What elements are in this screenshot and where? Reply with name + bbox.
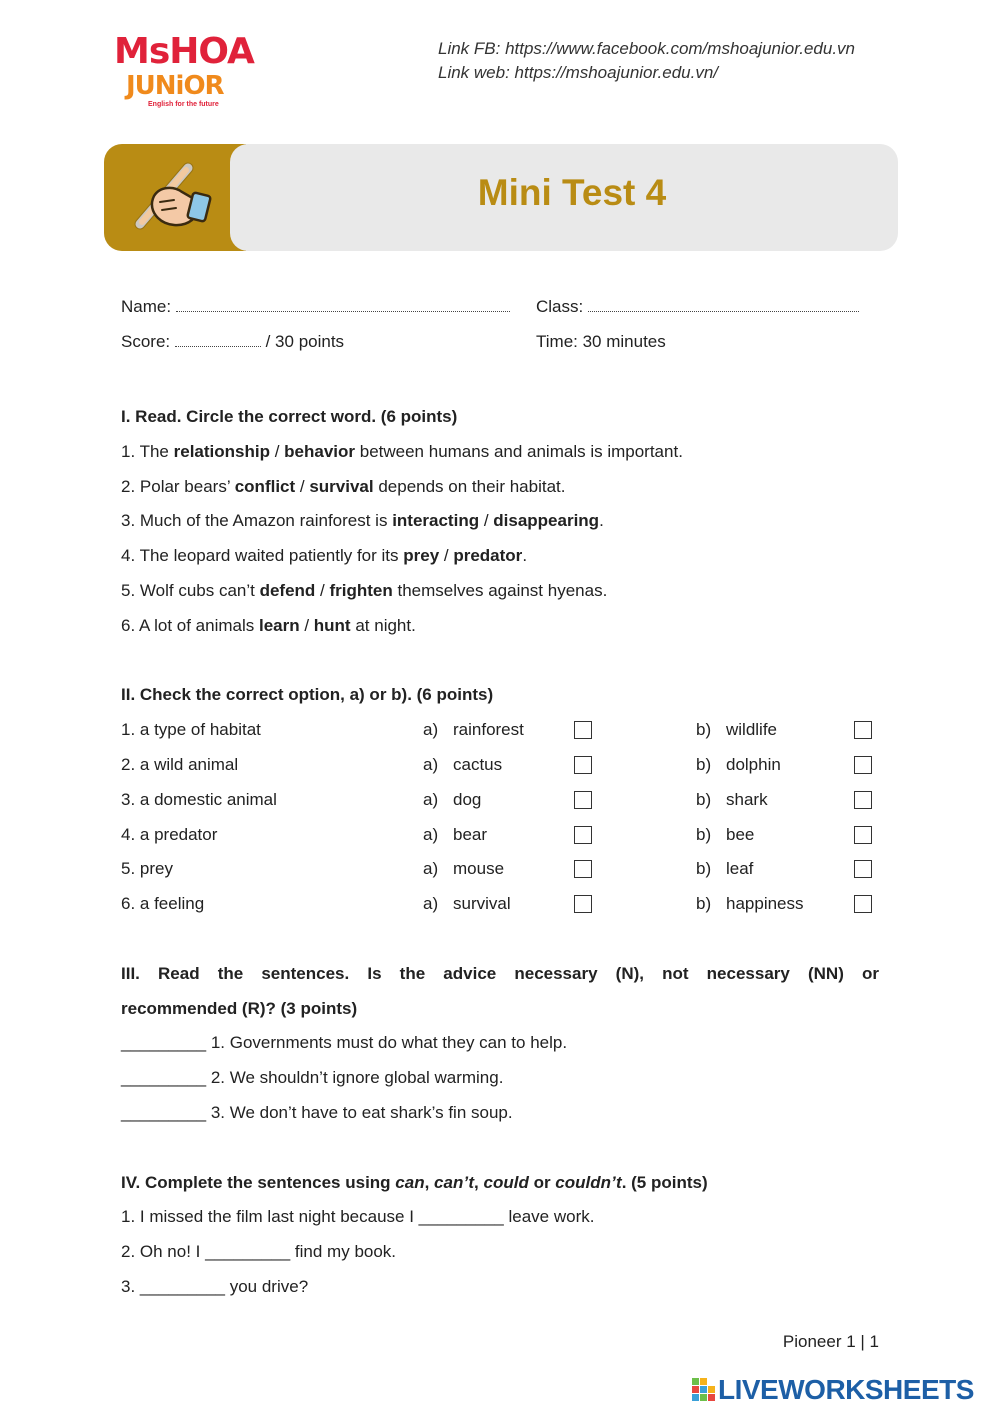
check-row <box>121 887 879 922</box>
option-a-word: bear <box>453 824 488 844</box>
check-item-label: 4. a predator <box>121 824 218 844</box>
sentence-start: 1. I missed the film last night because I <box>121 1207 419 1227</box>
section4-list <box>121 1200 879 1304</box>
circle-item <box>121 435 879 470</box>
name-label: Name: <box>121 297 172 316</box>
word-option-2[interactable]: frighten <box>329 580 393 600</box>
item-text-end: between humans and animals is important. <box>355 441 683 461</box>
logo-main: MsHOA <box>114 31 254 72</box>
section3-list <box>121 1026 879 1130</box>
name-blank[interactable] <box>176 298 510 312</box>
option-b-checkbox[interactable] <box>854 791 872 809</box>
option-b-checkbox[interactable] <box>854 826 872 844</box>
circle-item <box>121 574 879 609</box>
option-b-letter: b) <box>696 894 712 914</box>
check-row <box>121 852 879 887</box>
check-row <box>121 748 879 783</box>
facebook-link[interactable]: Link FB: https://www.facebook.com/mshoajunior.edu.vn <box>438 39 856 58</box>
sep3: or <box>528 1172 556 1192</box>
sep2: , <box>474 1172 484 1192</box>
page-title: Mini Test 4 <box>477 172 667 213</box>
website-link[interactable]: Link web: https://mshoajunior.edu.vn/ <box>438 63 719 82</box>
option-b-checkbox[interactable] <box>854 756 872 774</box>
check-item-label: 2. a wild animal <box>121 754 239 774</box>
advice-sentence: 2. We shouldn’t ignore global warming. <box>206 1068 504 1088</box>
worksheet-content <box>121 400 879 1305</box>
word-option-1[interactable]: prey <box>403 546 440 566</box>
option-b-checkbox[interactable] <box>854 895 872 913</box>
header-links <box>438 37 855 85</box>
section3-heading-line1: III. Read the sentences. Is the advice necessary (N), not necessary (NN) or <box>121 963 879 983</box>
liveworksheets-text: LIVEWORKSHEETS <box>718 1374 974 1405</box>
logo-sub: JUNiOR <box>126 71 224 101</box>
option-b-word: bee <box>726 824 755 844</box>
score-suffix: / 30 points <box>265 332 345 351</box>
word-option-1[interactable]: interacting <box>392 511 480 531</box>
name-field <box>121 296 510 318</box>
section2-table <box>121 713 879 922</box>
sentence-end: leave work. <box>503 1207 595 1227</box>
option-a-checkbox[interactable] <box>574 860 592 878</box>
score-blank[interactable] <box>175 333 261 347</box>
item-text: 1. The <box>121 441 174 461</box>
option-a-checkbox[interactable] <box>574 826 592 844</box>
option-separator: / <box>439 546 454 566</box>
score-label: Score: <box>121 332 171 351</box>
option-b-word: dolphin <box>726 754 781 774</box>
option-separator: / <box>299 615 314 635</box>
option-a-letter: a) <box>423 894 439 914</box>
answer-blank[interactable]: _________ <box>139 1276 225 1296</box>
sentence-end: you drive? <box>225 1276 309 1296</box>
option-separator: / <box>269 441 285 461</box>
option-a-letter: a) <box>423 859 439 879</box>
sentence-end: find my book. <box>290 1242 397 1262</box>
time-field: Time: 30 minutes <box>536 332 666 351</box>
title-banner <box>104 144 898 251</box>
word-option-1[interactable]: relationship <box>173 441 270 461</box>
circle-item <box>121 470 879 505</box>
class-blank[interactable] <box>588 298 859 312</box>
hand-writing-pencil-icon <box>130 158 218 238</box>
advice-sentence: 3. We don’t have to eat shark’s fin soup. <box>206 1102 513 1122</box>
word-option-2[interactable]: behavior <box>284 441 356 461</box>
option-b-checkbox[interactable] <box>854 721 872 739</box>
word-option-1[interactable]: learn <box>258 615 300 635</box>
modal-can: can <box>395 1172 425 1192</box>
option-a-word: rainforest <box>453 720 524 740</box>
option-a-checkbox[interactable] <box>574 791 592 809</box>
section4-heading-post: . (5 points) <box>621 1172 708 1192</box>
check-item-label: 3. a domestic animal <box>121 789 277 809</box>
option-a-checkbox[interactable] <box>574 756 592 774</box>
item-text: 4. The leopard waited patiently for its <box>121 546 404 566</box>
check-item-label: 6. a feeling <box>121 894 205 914</box>
option-b-letter: b) <box>696 824 712 844</box>
circle-item <box>121 504 879 539</box>
mshoa-junior-logo <box>114 31 264 110</box>
class-field <box>536 296 859 318</box>
option-b-word: leaf <box>726 859 754 879</box>
option-b-word: shark <box>726 789 768 809</box>
sentence-start: 3. <box>121 1276 140 1296</box>
section2-heading: II. Check the correct option, a) or b). (6 points) <box>121 685 494 705</box>
section4-heading <box>121 1166 879 1201</box>
item-text-end: themselves against hyenas. <box>392 580 608 600</box>
option-a-word: mouse <box>453 859 505 879</box>
option-b-letter: b) <box>696 859 712 879</box>
option-separator: / <box>315 580 330 600</box>
option-b-letter: b) <box>696 720 712 740</box>
answer-blank[interactable]: _________ <box>121 1068 207 1088</box>
sep1: , <box>424 1172 435 1192</box>
circle-item <box>121 609 879 644</box>
option-b-word: happiness <box>726 894 804 914</box>
word-option-2[interactable]: disappearing <box>493 511 600 531</box>
check-item-label: 1. a type of habitat <box>121 720 261 740</box>
option-a-checkbox[interactable] <box>574 721 592 739</box>
option-a-letter: a) <box>423 754 439 774</box>
item-text: 6. A lot of animals <box>121 615 259 635</box>
word-option-1[interactable]: conflict <box>234 476 296 496</box>
circle-item <box>121 539 879 574</box>
item-text-end: . <box>599 511 604 531</box>
item-text-end: at night. <box>350 615 416 635</box>
answer-blank[interactable]: _________ <box>418 1207 504 1227</box>
item-text: 5. Wolf cubs can’t <box>121 580 260 600</box>
option-b-letter: b) <box>696 754 712 774</box>
option-b-letter: b) <box>696 789 712 809</box>
answer-blank[interactable]: _________ <box>205 1242 291 1262</box>
option-a-letter: a) <box>423 789 439 809</box>
complete-item <box>121 1200 879 1235</box>
section1-heading: I. Read. Circle the correct word. (6 points) <box>121 407 458 426</box>
liveworksheets-logo-icon <box>692 1378 716 1402</box>
word-option-2[interactable]: survival <box>309 476 374 496</box>
option-a-word: survival <box>453 894 511 914</box>
answer-blank[interactable]: _________ <box>121 1033 207 1053</box>
item-text-end: depends on their habitat. <box>373 476 566 496</box>
check-row <box>121 713 879 748</box>
option-b-word: wildlife <box>726 720 778 740</box>
advice-item <box>121 1061 879 1096</box>
logo-tagline: English for the future <box>148 101 219 108</box>
score-field <box>121 331 344 353</box>
word-option-2[interactable]: predator <box>453 546 523 566</box>
advice-item <box>121 1096 879 1131</box>
section1-list <box>121 435 879 644</box>
complete-item <box>121 1235 879 1270</box>
check-item-label: 5. prey <box>121 859 173 879</box>
option-separator: / <box>479 511 494 531</box>
modal-could: could <box>483 1172 529 1192</box>
advice-sentence: 1. Governments must do what they can to help. <box>206 1033 568 1053</box>
section3-heading-line2: recommended (R)? (3 points) <box>121 998 358 1018</box>
item-text: 2. Polar bears’ <box>121 476 235 496</box>
advice-item <box>121 1026 879 1061</box>
answer-blank[interactable]: _________ <box>121 1102 207 1122</box>
option-a-word: dog <box>453 789 482 809</box>
check-row <box>121 783 879 818</box>
option-a-letter: a) <box>423 720 439 740</box>
option-b-checkbox[interactable] <box>854 860 872 878</box>
item-text-end: . <box>522 546 528 566</box>
option-separator: / <box>295 476 310 496</box>
option-a-letter: a) <box>423 824 439 844</box>
modal-couldnt: couldn’t <box>555 1172 622 1192</box>
item-text: 3. Much of the Amazon rainforest is <box>121 511 393 531</box>
word-option-2[interactable]: hunt <box>313 615 351 635</box>
class-label: Class: <box>536 297 584 316</box>
word-option-1[interactable]: defend <box>259 580 316 600</box>
option-a-checkbox[interactable] <box>574 895 592 913</box>
sentence-start: 2. Oh no! I <box>121 1242 206 1262</box>
check-row <box>121 818 879 853</box>
modal-cant: can’t <box>434 1172 475 1192</box>
section4-heading-pre: IV. Complete the sentences using <box>121 1172 396 1192</box>
option-a-word: cactus <box>453 754 503 774</box>
complete-item <box>121 1270 879 1305</box>
page-number: Pioneer 1 | 1 <box>782 1332 879 1351</box>
